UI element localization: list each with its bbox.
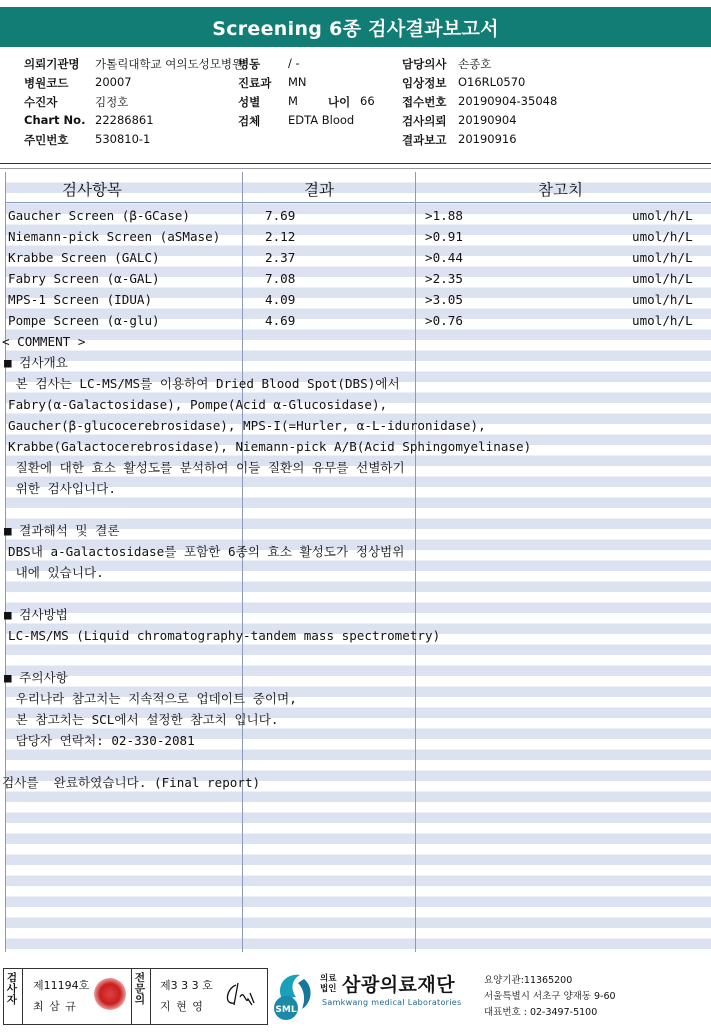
patient-label: 수진자 [24,95,58,109]
dept-label: 진료과 [238,76,272,90]
result-item: Niemann-pick Screen (aSMase) [8,229,221,244]
dept-value: MN [288,75,307,89]
reported-value: 20190916 [458,132,517,146]
institution-label: 의뢰기관명 [24,57,80,71]
header-rule-2 [0,168,711,169]
comment-line: 우리나라 참고치는 지속적으로 업데이트 중이며, [8,691,297,706]
result-value: 4.09 [265,292,296,307]
comment-line: Fabry(α-Galactosidase), Pompe(Acid α-Glucosidase), [8,397,388,412]
idno-value: 530810-1 [95,132,151,146]
reference-unit: umol/h/L [632,313,693,328]
result-value: 4.69 [265,313,296,328]
hospcode-label: 병원코드 [24,76,69,90]
section-method-heading: ■ 검사방법 [4,607,68,622]
section-overview-heading: ■ 검사개요 [4,355,68,370]
tester-license-no: 제11194호 [33,979,90,992]
section-notice-heading: ■ 주의사항 [4,670,68,685]
grid-line-left [5,172,6,952]
comment-line: DBS내 a-Galactosidase를 포함한 6종의 효소 활성도가 정상범위 [8,544,405,559]
org-phone: 대표번호 : 02-3497-5100 [484,1007,598,1018]
reference-unit: umol/h/L [632,250,693,265]
reference-unit: umol/h/L [632,292,693,307]
comment-line: Gaucher(β-glucocerebrosidase), MPS-I(=Hurler, α-L-iduronidase), [8,418,486,433]
reviewer-name: 지 현 영 [160,1000,204,1013]
tester-name: 최 삼 규 [33,1000,77,1013]
idno-label: 주민번호 [24,133,69,147]
org-code: 요양기관:11365200 [484,975,573,986]
result-value: 2.12 [265,229,296,244]
reported-label: 결과보고 [402,133,447,147]
result-item: Krabbe Screen (GALC) [8,250,160,265]
org-name: 삼광의료재단 [342,974,456,996]
patient-info-block [0,52,711,157]
tester-seal-stamp [94,978,126,1010]
report-footer [0,965,711,1034]
reference-unit: umol/h/L [632,208,693,223]
reference-value: >2.35 [425,271,463,286]
hospcode-value: 20007 [95,75,132,89]
reference-unit: umol/h/L [632,271,693,286]
result-item: MPS-1 Screen (IDUA) [8,292,153,307]
reference-value: >1.88 [425,208,463,223]
comment-line: 질환에 대한 효소 활성도를 분석하여 이들 질환의 유무를 선별하기 [8,460,405,475]
result-value: 7.08 [265,271,296,286]
table-header-rule [5,202,711,203]
reference-value: >0.44 [425,250,463,265]
doctor-value: 손종호 [458,57,492,71]
requested-label: 검사의뢰 [402,114,447,128]
org-english-name: Samkwang medical Laboratories [322,998,462,1007]
footer-divider [150,968,151,1025]
reviewer-license-no: 제3 3 3 호 [160,979,213,992]
footer-divider [131,968,132,1025]
age-value: 66 [360,94,375,108]
reviewer-signature [222,979,260,1009]
section-interpretation-heading: ■ 결과해석 및 결론 [4,523,120,538]
comment-line: LC-MS/MS (Liquid chromatography-tandem mass spectrometry) [8,628,441,643]
footer-divider [22,968,23,1025]
ward-label: 병동 [238,57,261,71]
clinical-label: 임상정보 [402,76,447,90]
result-item: Fabry Screen (α-GAL) [8,271,160,286]
receipt-label: 접수번호 [402,95,447,109]
reference-unit: umol/h/L [632,229,693,244]
col-header-result: 결과 [304,181,334,199]
chart-label: Chart No. [24,113,86,127]
col-header-reference: 참고치 [538,181,583,199]
comment-heading: < COMMENT > [2,334,86,349]
grid-line-2 [415,172,416,952]
reference-value: >0.76 [425,313,463,328]
report-title-bar [0,7,711,47]
result-item: Pompe Screen (α-glu) [8,313,160,328]
comment-line: Krabbe(Galactocerebrosidase), Niemann-pick A/B(Acid Sphingomyelinase) [8,439,532,454]
result-item: Gaucher Screen (β-GCase) [8,208,190,223]
ward-value: / - [288,56,300,70]
col-header-item: 검사항목 [62,181,122,199]
comment-line: 위한 검사입니다. [8,481,116,496]
tester-label: 검사자 [6,972,18,1006]
header-rule [0,163,711,164]
comment-line: 담당자 연락처: 02-330-2081 [8,733,195,748]
grid-line-1 [242,172,243,952]
org-address: 서울특별시 서초구 양재동 9-60 [484,991,616,1002]
logo-text: SML [275,1005,297,1015]
result-value: 7.69 [265,208,296,223]
reviewer-label: 전문의 [134,972,146,1006]
sml-logo-icon [270,969,318,1021]
comment-line: 본 참고치는 SCL에서 설정한 참고치 입니다. [8,712,279,727]
specimen-label: 검체 [238,114,261,128]
comment-line: 본 검사는 LC-MS/MS를 이용하여 Dried Blood Spot(DBS)에서 [8,376,400,391]
specimen-value: EDTA Blood [288,113,355,127]
doctor-label: 담당의사 [402,57,447,71]
org-prefix: 의료법인 [320,974,337,994]
final-report-line: 검사를 완료하였습니다. (Final report) [2,775,261,790]
sex-value: M [288,94,298,108]
patient-value: 김정호 [95,95,129,109]
requested-value: 20190904 [458,113,517,127]
comment-line: 내에 있습니다. [8,565,104,580]
reference-value: >0.91 [425,229,463,244]
sex-label: 성별 [238,95,261,109]
receipt-value: 20190904-35048 [458,94,558,108]
clinical-value: O16RL0570 [458,75,526,89]
report-title: Screening 6종 검사결과보고서 [212,17,499,40]
result-value: 2.37 [265,250,296,265]
reference-value: >3.05 [425,292,463,307]
institution-value: 가톨릭대학교 여의도성모병원 [95,57,244,71]
chart-value: 22286861 [95,113,154,127]
age-label: 나이 [328,95,351,109]
